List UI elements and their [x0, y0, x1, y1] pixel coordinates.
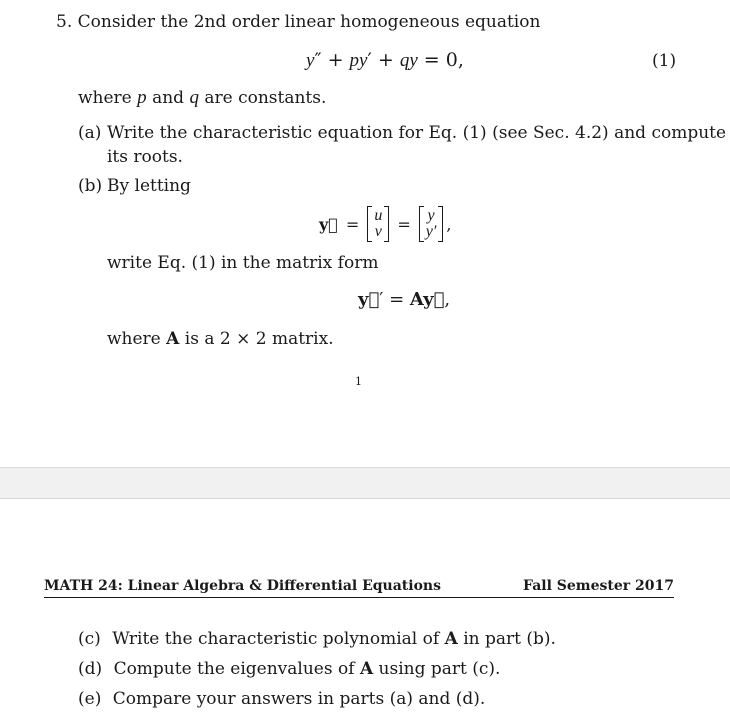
- problem-number: 5.: [56, 12, 73, 32]
- where-A-line: [107, 329, 334, 349]
- page-separator: [0, 467, 730, 499]
- part-c-text-after: in part (b).: [463, 629, 556, 649]
- part-c-text-before: Write the characteristic polynomial of: [112, 629, 440, 649]
- problem-intro-text: Consider the 2nd order linear homogeneous equation: [77, 12, 541, 32]
- problem-intro: [56, 12, 540, 32]
- semester-header: Fall Semester 2017: [523, 578, 674, 594]
- var-p: p: [137, 87, 147, 108]
- where-A-suffix: is a 2 × 2 matrix.: [184, 329, 334, 349]
- where-A-prefix: where: [107, 329, 161, 349]
- equation-1: y″ + py′ + qy = 0,: [306, 49, 464, 71]
- part-d-label: (d): [78, 659, 103, 679]
- where-word: where: [78, 88, 132, 108]
- part-b-label: (b): [78, 176, 103, 196]
- part-b-text: By letting: [107, 176, 191, 196]
- matrix-equation: y⃗′ = Ay⃗,: [358, 289, 451, 310]
- part-e-label: (e): [78, 689, 102, 709]
- equation-number: (1): [652, 51, 677, 71]
- part-d-bold: A: [359, 659, 374, 679]
- part-c-bold: A: [444, 629, 458, 649]
- part-a-label: (a): [78, 123, 102, 143]
- constants-line: [78, 88, 326, 108]
- part-d-text-before: Compute the eigenvalues of: [113, 659, 355, 679]
- course-header: MATH 24: Linear Algebra & Differential Equations: [44, 578, 441, 594]
- part-c-label: (c): [78, 629, 101, 649]
- part-d: [78, 659, 500, 679]
- constants-text: are constants.: [204, 88, 327, 108]
- header-rule: [44, 597, 674, 598]
- part-a-line2: its roots.: [107, 147, 183, 167]
- matrix-A-symbol: A: [166, 329, 180, 349]
- page-number: 1: [355, 375, 362, 388]
- part-d-text-after: using part (c).: [378, 659, 501, 679]
- and-word: and: [152, 88, 185, 108]
- vector-definition: y⃗ = u v = y y′ ,: [319, 207, 452, 240]
- part-e-text: Compare your answers in parts (a) and (d).: [112, 689, 486, 709]
- part-b-matrix-text: write Eq. (1) in the matrix form: [107, 253, 379, 273]
- var-q: q: [189, 87, 199, 108]
- part-e: [78, 689, 485, 709]
- part-a-line1: Write the characteristic equation for Eq. (1) (see Sec. 4.2) and compute: [107, 123, 727, 143]
- part-c: [78, 629, 556, 649]
